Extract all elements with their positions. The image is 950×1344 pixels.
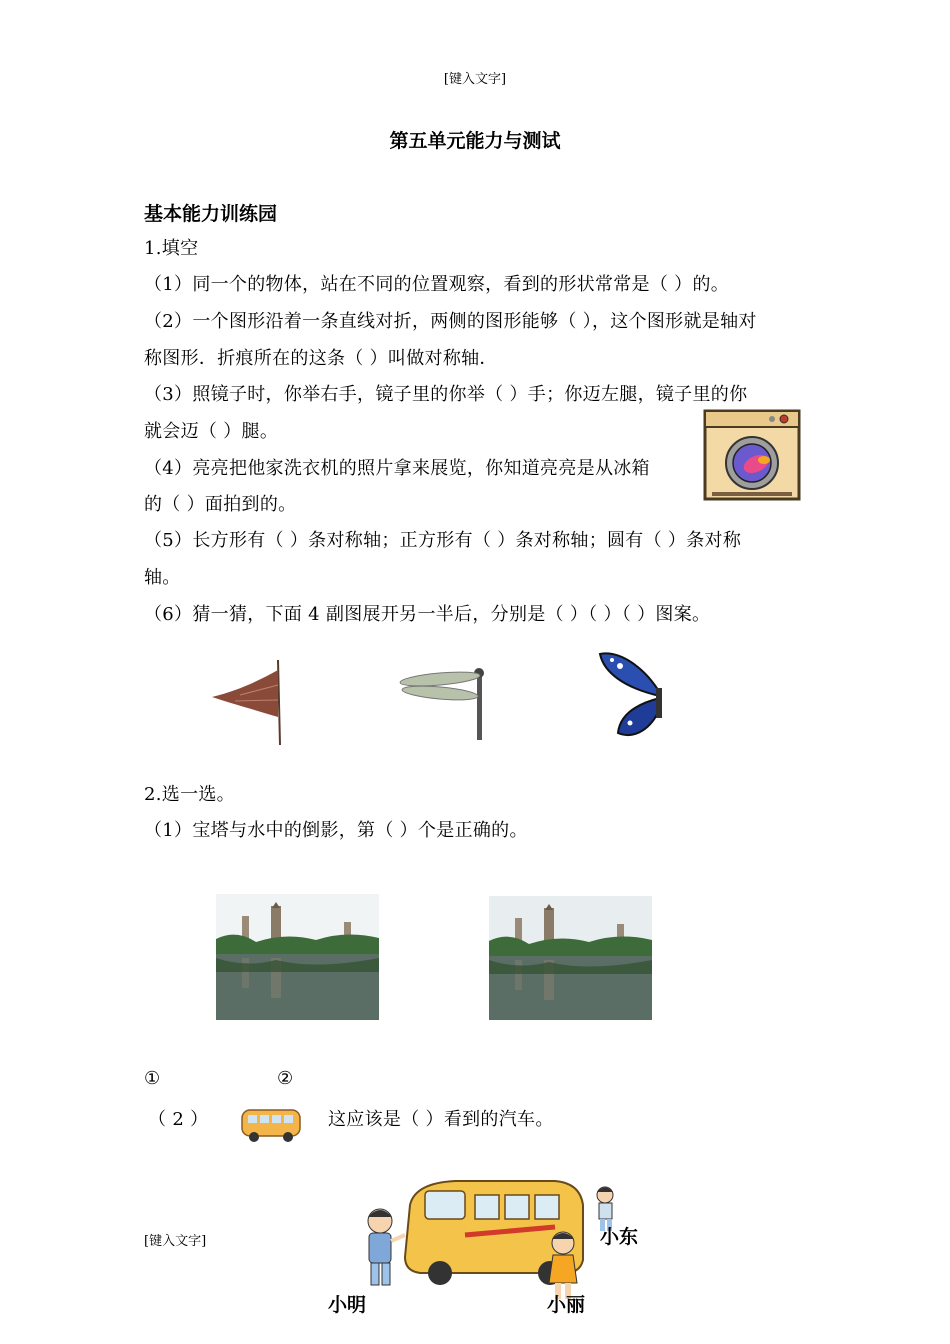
half-leaf-image xyxy=(200,655,290,750)
section-heading: 基本能力训练园 xyxy=(144,203,278,225)
pagoda-photo-1 xyxy=(216,894,379,1020)
half-dragonfly-image xyxy=(395,665,495,745)
question-2-heading: 2.选一选。 xyxy=(144,784,235,805)
choice-2-label: ② xyxy=(277,1068,294,1089)
page-header: [键入文字] xyxy=(443,72,507,87)
question-1-item-4: （4）亮亮把他家洗衣机的照片拿来展览，你知道亮亮是从冰箱 xyxy=(144,458,650,479)
question-1-item-3: （3）照镜子时，你举右手，镜子里的你举（ ）手；你迈左腿，镜子里的你 xyxy=(144,384,748,405)
question-1-item-3-cont: 就会迈（ ）腿。 xyxy=(144,421,279,442)
name-label-xiaodong: 小东 xyxy=(600,1226,639,1248)
page-footer: [键入文字] xyxy=(144,1234,207,1249)
washing-machine-image xyxy=(702,408,802,502)
half-butterfly-image xyxy=(590,648,662,743)
question-1-item-1: （1）同一个的物体，站在不同的位置观察，看到的形状常常是（ ）的。 xyxy=(144,274,730,295)
name-label-xiaoming: 小明 xyxy=(328,1294,367,1316)
page-title: 第五单元能力与测试 xyxy=(389,130,561,152)
question-1-item-2-cont: 称图形．折痕所在的这条（ ）叫做对称轴． xyxy=(144,348,498,369)
name-label-xiaoli: 小丽 xyxy=(547,1294,586,1316)
question-1-item-5: （5）长方形有（ ）条对称轴；正方形有（ ）条对称轴；圆有（ ）条对称 xyxy=(144,530,742,551)
question-1-item-2: （2）一个图形沿着一条直线对折，两侧的图形能够（ ），这个图形就是轴对 xyxy=(144,311,757,332)
question-1-item-4-cont: 的（ ）面拍到的。 xyxy=(144,494,297,515)
question-1-heading: 1.填空 xyxy=(144,238,199,259)
question-2-item-2-text: 这应该是（ ）看到的汽车。 xyxy=(328,1109,554,1130)
bus-side-view-image xyxy=(238,1100,304,1146)
question-2-item-2-number: （ 2 ） xyxy=(148,1109,209,1130)
choice-1-label: ① xyxy=(144,1068,161,1089)
question-1-item-6: （6）猜一猜，下面 4 副图展开另一半后，分别是（ ）（ ）（ ）图案。 xyxy=(144,604,711,625)
pagoda-photo-2 xyxy=(489,896,652,1020)
question-1-item-5-cont: 轴。 xyxy=(144,567,181,588)
question-2-item-1: （1）宝塔与水中的倒影，第（ ）个是正确的。 xyxy=(144,820,528,841)
